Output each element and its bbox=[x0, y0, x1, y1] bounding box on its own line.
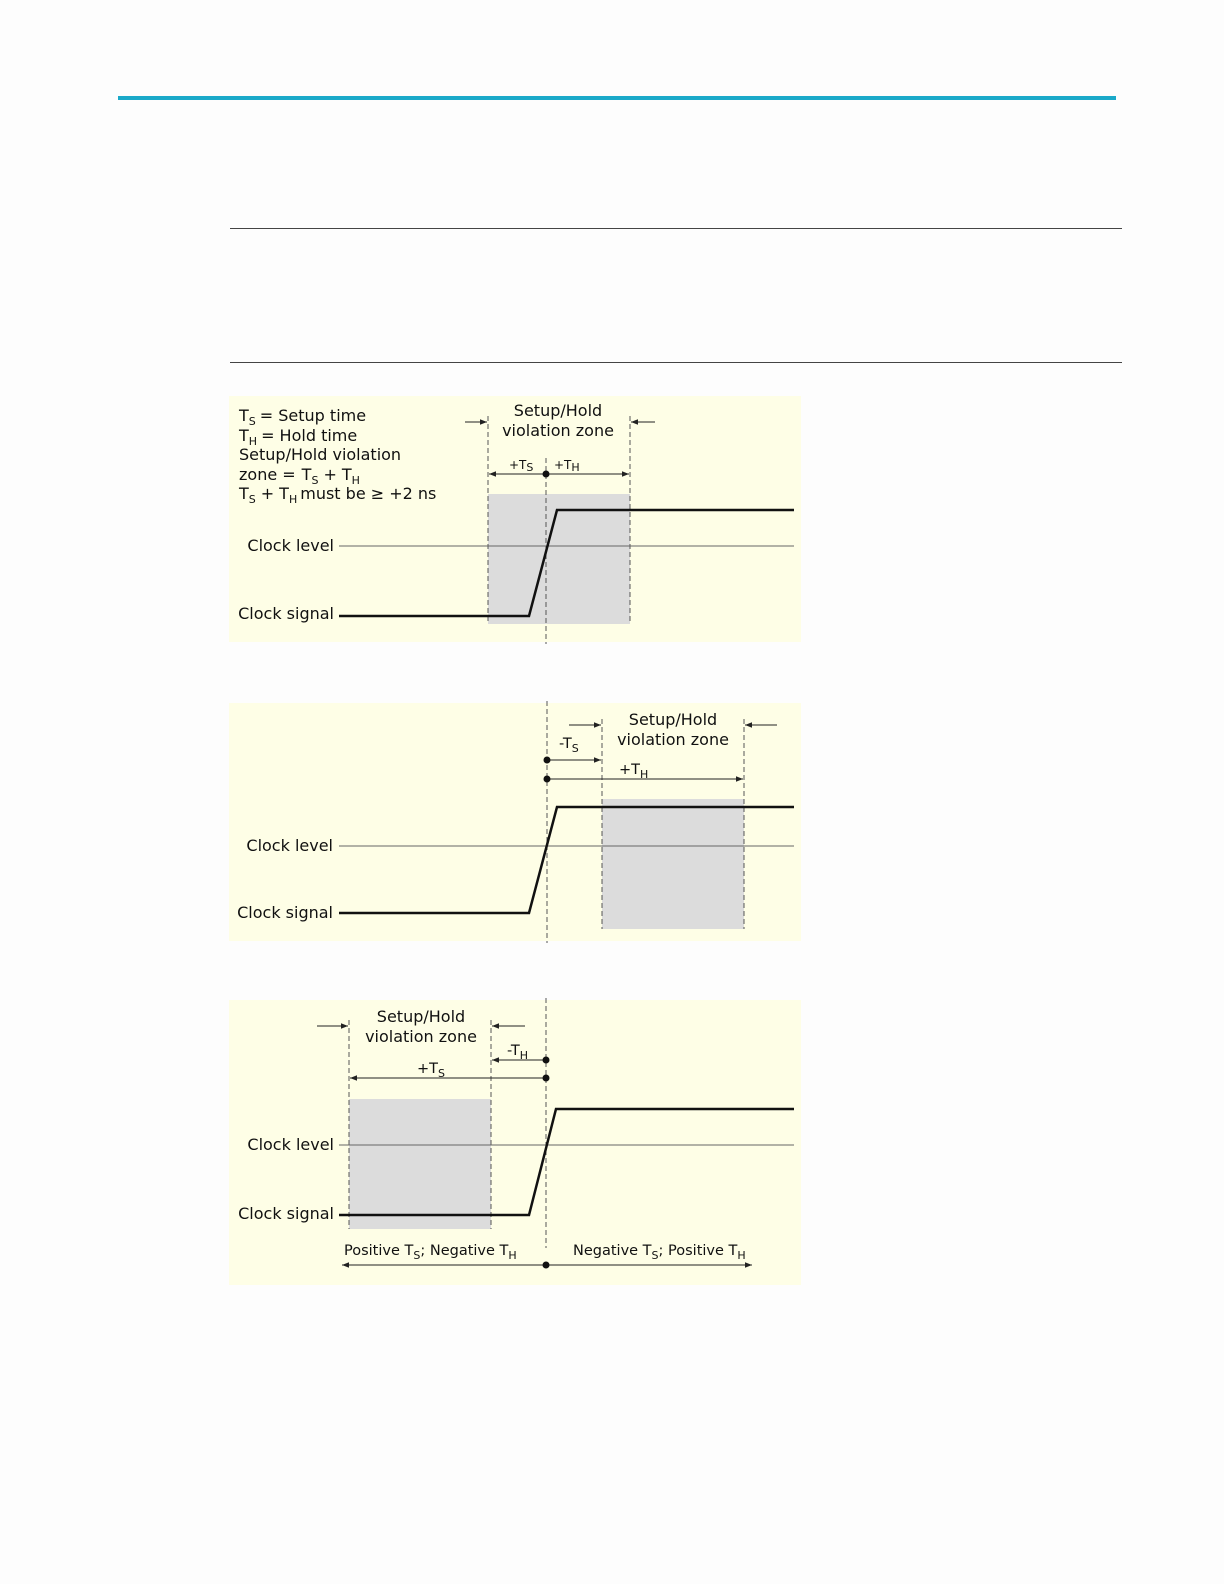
zone-title-line1: Setup/Hold bbox=[376, 1007, 466, 1026]
setup-hold-diagram-negative-th bbox=[229, 1000, 801, 1285]
clock-level-label: Clock level bbox=[246, 836, 333, 855]
minus-th-label: $-T_H$ bbox=[507, 1043, 529, 1062]
zone-title-line2: violation zone bbox=[365, 1027, 477, 1046]
plus-th-label: $+T_H$ bbox=[619, 762, 649, 781]
clock-level-label: Clock level bbox=[247, 536, 334, 555]
legend-zone-line1: Setup/Hold violation bbox=[239, 445, 402, 464]
violation-zone-region bbox=[488, 494, 630, 624]
diagram-1-svg bbox=[229, 396, 801, 642]
clock-edge-marker bbox=[543, 471, 550, 478]
setup-hold-diagram-positive bbox=[229, 396, 801, 642]
plus-ts-label: $+T_S$ bbox=[417, 1061, 445, 1080]
plus-th-origin-marker bbox=[544, 776, 551, 783]
violation-zone-region bbox=[349, 1099, 491, 1229]
plus-ts-origin-marker bbox=[543, 1075, 550, 1082]
zone-title-line2: violation zone bbox=[502, 421, 614, 440]
minus-th-origin-marker bbox=[543, 1057, 550, 1064]
section-rule-top bbox=[230, 228, 1122, 229]
legend-zone-line2: zone = $T_S + T_H$ bbox=[239, 465, 360, 487]
legend-constraint-line: $T_S + T_H$ must be ≥ +2 ns bbox=[239, 484, 437, 506]
minus-ts-origin-marker bbox=[544, 757, 551, 764]
minus-ts-label: $-T_S$ bbox=[559, 736, 579, 755]
violation-zone-region bbox=[602, 799, 744, 929]
clock-signal-label: Clock signal bbox=[237, 903, 333, 922]
header-accent-bar bbox=[118, 96, 1116, 100]
section-rule-bottom bbox=[230, 362, 1122, 363]
zone-title-line2: violation zone bbox=[617, 730, 729, 749]
polarity-axis-origin-marker bbox=[543, 1262, 550, 1269]
plus-th-label: +TH bbox=[554, 458, 580, 474]
zone-title-line1: Setup/Hold bbox=[513, 401, 603, 420]
clock-signal-label: Clock signal bbox=[238, 604, 334, 623]
setup-hold-diagram-negative-ts bbox=[229, 703, 801, 941]
legend-ts-line: $T_S$ = Setup time bbox=[239, 406, 367, 428]
diagram-3-svg bbox=[229, 1000, 801, 1285]
zone-title-line1: Setup/Hold bbox=[628, 710, 718, 729]
positive-ts-negative-th-caption: Positive $T_S$; Negative $T_H$ bbox=[344, 1243, 517, 1262]
legend-th-line: $T_H$ = Hold time bbox=[239, 426, 358, 448]
diagram-2-svg bbox=[229, 703, 801, 941]
clock-level-label: Clock level bbox=[247, 1135, 334, 1154]
plus-ts-label: +TS bbox=[509, 458, 534, 474]
negative-ts-positive-th-caption: Negative $T_S$; Positive $T_H$ bbox=[573, 1243, 746, 1262]
clock-signal-label: Clock signal bbox=[238, 1204, 334, 1223]
